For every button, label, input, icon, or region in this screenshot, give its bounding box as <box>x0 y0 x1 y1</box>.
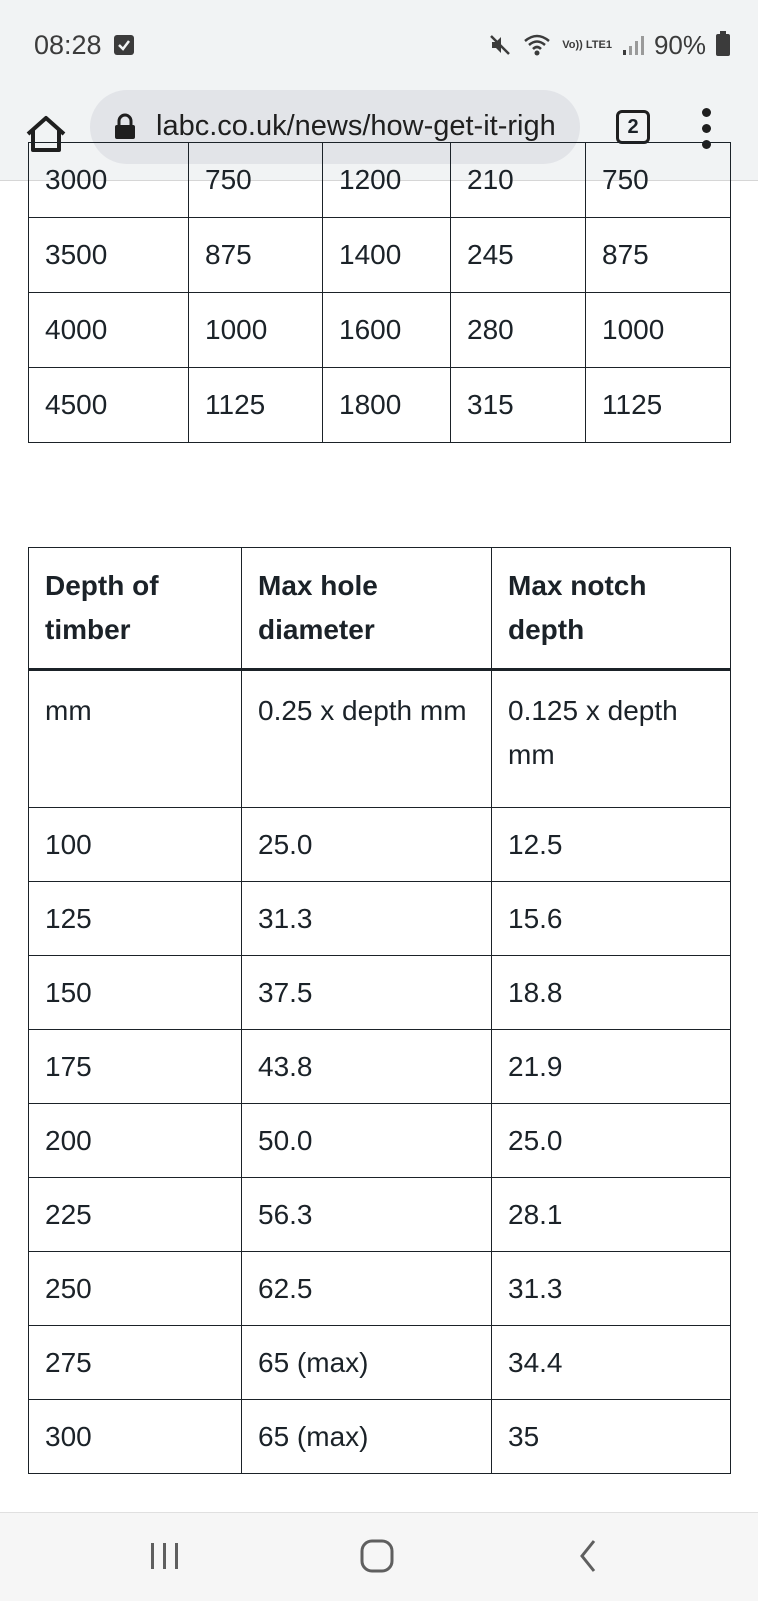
table-row <box>29 368 731 443</box>
header-hole: Max hole diameter <box>242 548 492 670</box>
unit-notch: 0.125 x depth mm <box>492 670 731 808</box>
mute-icon <box>488 33 512 57</box>
table-cell: 50.0 <box>242 1104 492 1178</box>
table-row <box>29 1326 731 1400</box>
table-row <box>29 143 731 218</box>
table-row <box>29 956 731 1030</box>
table-cell: 1400 <box>323 218 451 293</box>
table-row <box>29 1030 731 1104</box>
table-cell: 210 <box>451 143 586 218</box>
table-cell: 3500 <box>29 218 189 293</box>
table-row <box>29 1252 731 1326</box>
table-row <box>29 218 731 293</box>
table-cell: 35 <box>492 1400 731 1474</box>
table-cell: 200 <box>29 1104 242 1178</box>
header-depth: Depth of timber <box>29 548 242 670</box>
system-nav-bar <box>0 1512 758 1601</box>
table-cell: 875 <box>586 218 731 293</box>
table-cell: 250 <box>29 1252 242 1326</box>
unit-hole: 0.25 x depth mm <box>242 670 492 808</box>
tab-switcher-button[interactable]: 2 <box>616 110 650 144</box>
status-icons <box>488 28 730 62</box>
table-cell: 28.1 <box>492 1178 731 1252</box>
table-cell: 125 <box>29 882 242 956</box>
table-cell: 100 <box>29 808 242 882</box>
notification-check-icon <box>114 35 134 55</box>
wifi-icon <box>522 33 552 57</box>
table-row <box>29 1178 731 1252</box>
signal-icon <box>622 34 644 56</box>
table-cell: 31.3 <box>242 882 492 956</box>
lock-icon[interactable] <box>114 114 136 140</box>
network-type: Vo)) LTE1 <box>562 38 612 51</box>
table-cell: 4500 <box>29 368 189 443</box>
table-cell: 275 <box>29 1326 242 1400</box>
table-cell: 150 <box>29 956 242 1030</box>
table-row <box>29 1400 731 1474</box>
table-cell: 280 <box>451 293 586 368</box>
table-cell: 175 <box>29 1030 242 1104</box>
notch-hole-table <box>28 547 731 1474</box>
table-cell: 65 (max) <box>242 1400 492 1474</box>
table-cell: 1125 <box>586 368 731 443</box>
table-cell: 43.8 <box>242 1030 492 1104</box>
table-cell: 21.9 <box>492 1030 731 1104</box>
table-cell: 750 <box>189 143 323 218</box>
table-cell: 62.5 <box>242 1252 492 1326</box>
table-cell: 1800 <box>323 368 451 443</box>
table-row <box>29 293 731 368</box>
table-cell: 1200 <box>323 143 451 218</box>
table-cell: 56.3 <box>242 1178 492 1252</box>
table-cell: 18.8 <box>492 956 731 1030</box>
table-cell: 875 <box>189 218 323 293</box>
table-cell: 1125 <box>189 368 323 443</box>
unit-row <box>29 670 731 808</box>
table-row <box>29 882 731 956</box>
table-cell: 1600 <box>323 293 451 368</box>
table-row <box>29 808 731 882</box>
url-text[interactable]: labc.co.uk/news/how-get-it-righ <box>156 110 556 142</box>
table-cell: 31.3 <box>492 1252 731 1326</box>
table-row <box>29 1104 731 1178</box>
recents-icon[interactable] <box>148 1533 182 1579</box>
span-table <box>28 142 731 443</box>
table-cell: 4000 <box>29 293 189 368</box>
table-cell: 37.5 <box>242 956 492 1030</box>
table-cell: 25.0 <box>492 1104 731 1178</box>
table-cell: 15.6 <box>492 882 731 956</box>
battery-level: 90% <box>653 29 706 60</box>
table-cell: 315 <box>451 368 586 443</box>
status-bar <box>0 0 758 90</box>
table-cell: 300 <box>29 1400 242 1474</box>
back-icon[interactable] <box>574 1533 604 1579</box>
table-cell: 245 <box>451 218 586 293</box>
table-cell: 34.4 <box>492 1326 731 1400</box>
header-notch: Max notch depth <box>492 548 731 670</box>
table-cell: 25.0 <box>242 808 492 882</box>
battery-icon <box>716 34 730 56</box>
table-header-row <box>29 548 731 670</box>
table-cell: 225 <box>29 1178 242 1252</box>
status-time: 08:28 <box>34 30 102 60</box>
table-cell: 1000 <box>586 293 731 368</box>
table-cell: 750 <box>586 143 731 218</box>
table-cell: 12.5 <box>492 808 731 882</box>
table-cell: 65 (max) <box>242 1326 492 1400</box>
nav-home-icon[interactable] <box>358 1533 398 1579</box>
table-cell: 1000 <box>189 293 323 368</box>
table-cell: 3000 <box>29 143 189 218</box>
unit-depth: mm <box>29 670 242 808</box>
page-content <box>0 164 758 1512</box>
